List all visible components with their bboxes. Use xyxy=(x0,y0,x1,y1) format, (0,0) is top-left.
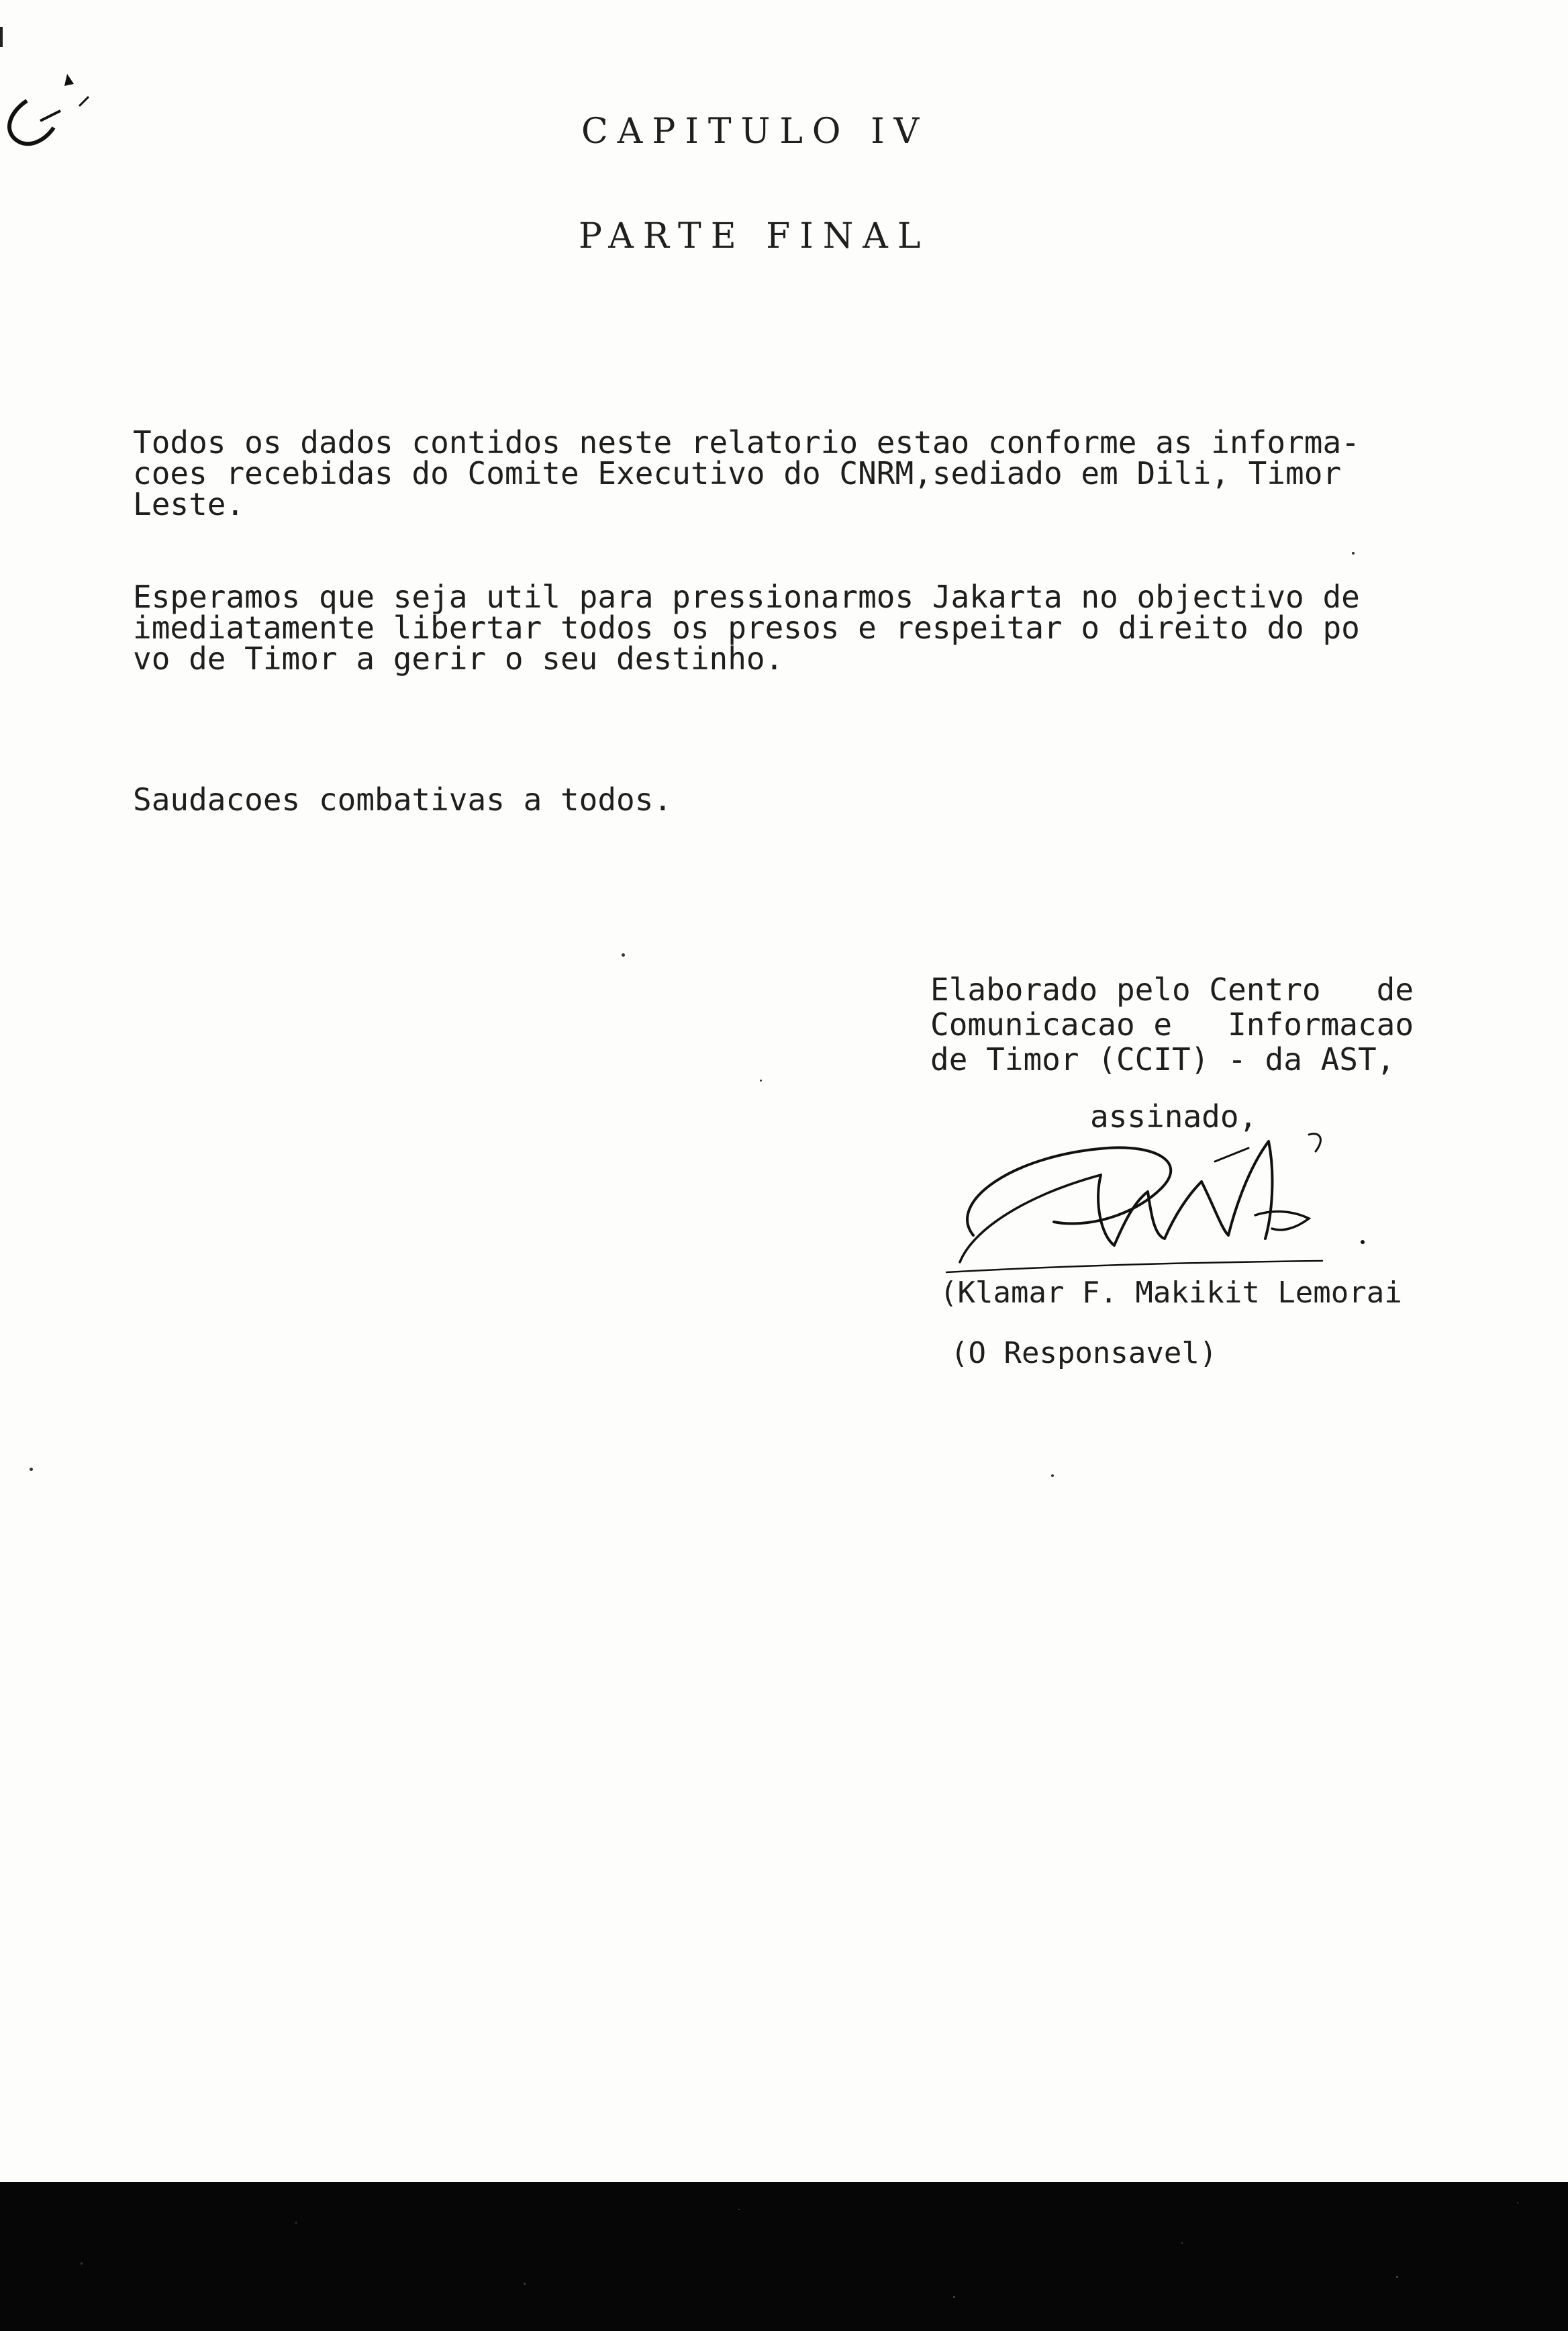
scan-speck xyxy=(760,1080,762,1082)
paragraph-greeting: Saudacoes combativas a todos. xyxy=(133,781,673,818)
scan-speck xyxy=(30,1468,33,1471)
signer-name: (Klamar F. Makikit Lemorai xyxy=(940,1276,1402,1310)
signer-role: (O Responsavel) xyxy=(950,1336,1218,1370)
corner-ink-mark xyxy=(0,27,94,148)
section-title: PARTE FINAL xyxy=(579,216,930,256)
chapter-title: CAPITULO IV xyxy=(581,111,929,152)
prepared-by-block: Elaborado pelo Centro de Comunicacao e Informacao de Timor (CCIT) - da AST, xyxy=(930,971,1414,1078)
scan-speck xyxy=(622,953,625,957)
scan-speck xyxy=(1051,1474,1054,1477)
scan-speck xyxy=(1352,552,1355,555)
handwritten-signature xyxy=(933,1128,1403,1282)
paragraph-data-source: Todos os dados contidos neste relatorio estao conforme as informa- coes recebidas do Comite Executivo do CNRM,sediado em Dili, Timor Leste. xyxy=(133,424,1360,522)
signed-label: assinado, xyxy=(1090,1098,1258,1135)
paragraph-purpose: Esperamos que seja util para pressionarmos Jakarta no objectivo de imediatamente libertar todos os presos e respeitar o direito do po vo de Timor a gerir o seu destinho. xyxy=(133,579,1360,677)
scan-band-noise xyxy=(0,2182,1568,2331)
